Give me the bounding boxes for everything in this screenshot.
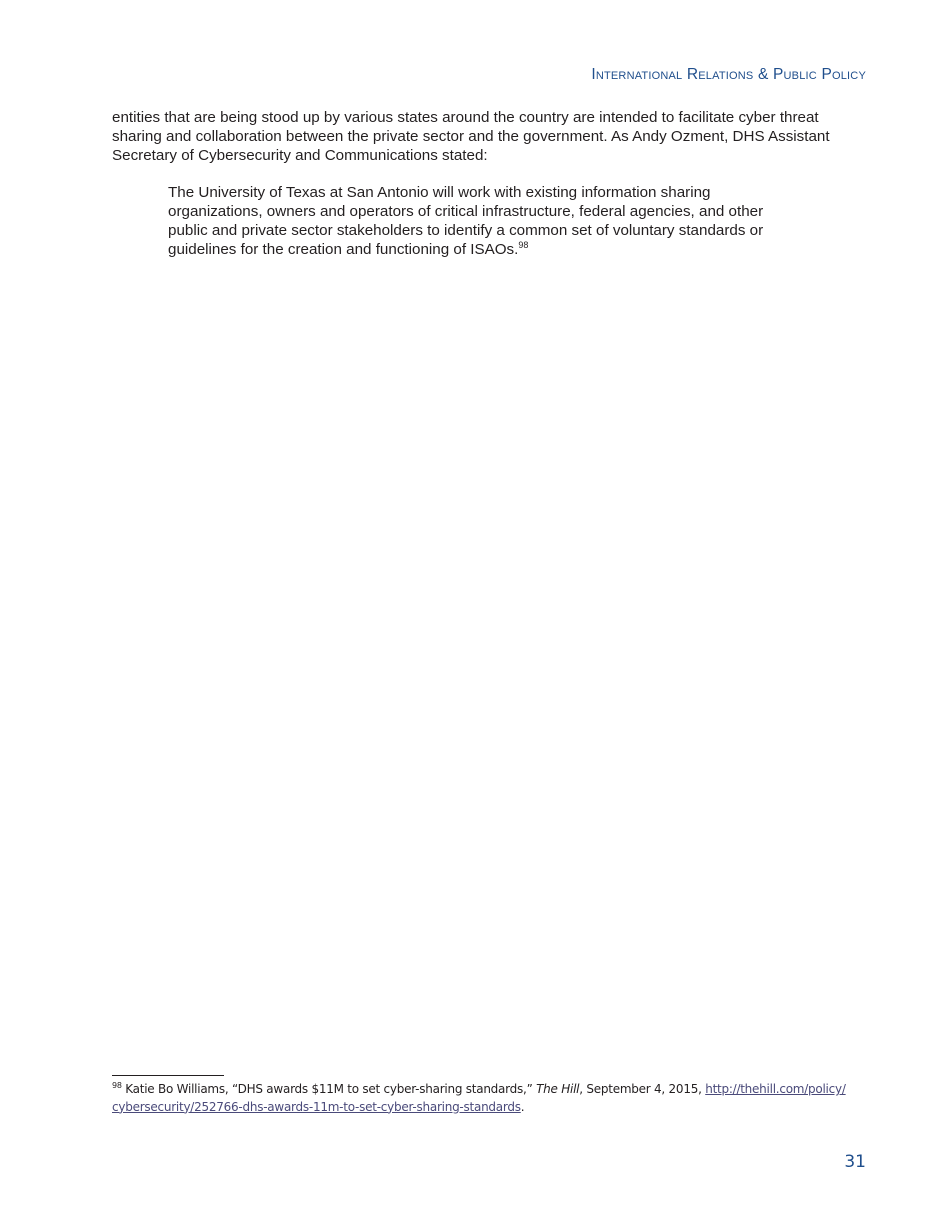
footnote (112, 1081, 852, 1116)
page-number: 31 (844, 1152, 866, 1172)
footnote-link-part-2: cybersecurity/252766-dhs-awards-11m-to-set-cyber-sharing-standards (112, 1099, 521, 1114)
footnote-citation-date: , September 4, 2015, (579, 1082, 706, 1096)
footnote-citation-author-title: Katie Bo Williams, “DHS awards $11M to set cyber-sharing standards,” (121, 1082, 537, 1096)
block-quote-text: The University of Texas at San Antonio will work with existing information sharing organizations, owners and operators of critical infrastructure, federal agencies, and other public and private sector stakeholders to identify a common set of voluntary standards or guidelines for the creation and functioning of ISAOs. (168, 184, 764, 258)
block-quote (168, 183, 788, 259)
body-paragraph: entities that are being stood up by various states around the country are intended to facilitate cyber threat sharing and collaboration between the private sector and the government. As Andy Ozment, DHS Assistant Secretary of Cybersecurity and Communications stated: (112, 109, 830, 164)
footnote-link-part-1: http://thehill.com/policy/ (705, 1082, 846, 1096)
footnote-number: 98 (112, 1081, 122, 1090)
footnote-end-punctuation: . (520, 1099, 525, 1114)
footnote-publication: The Hill (536, 1082, 580, 1096)
footnote-reference[interactable]: 98 (518, 239, 529, 250)
footnote-divider (112, 1075, 224, 1076)
running-header: International Relations & Public Policy (591, 66, 866, 83)
